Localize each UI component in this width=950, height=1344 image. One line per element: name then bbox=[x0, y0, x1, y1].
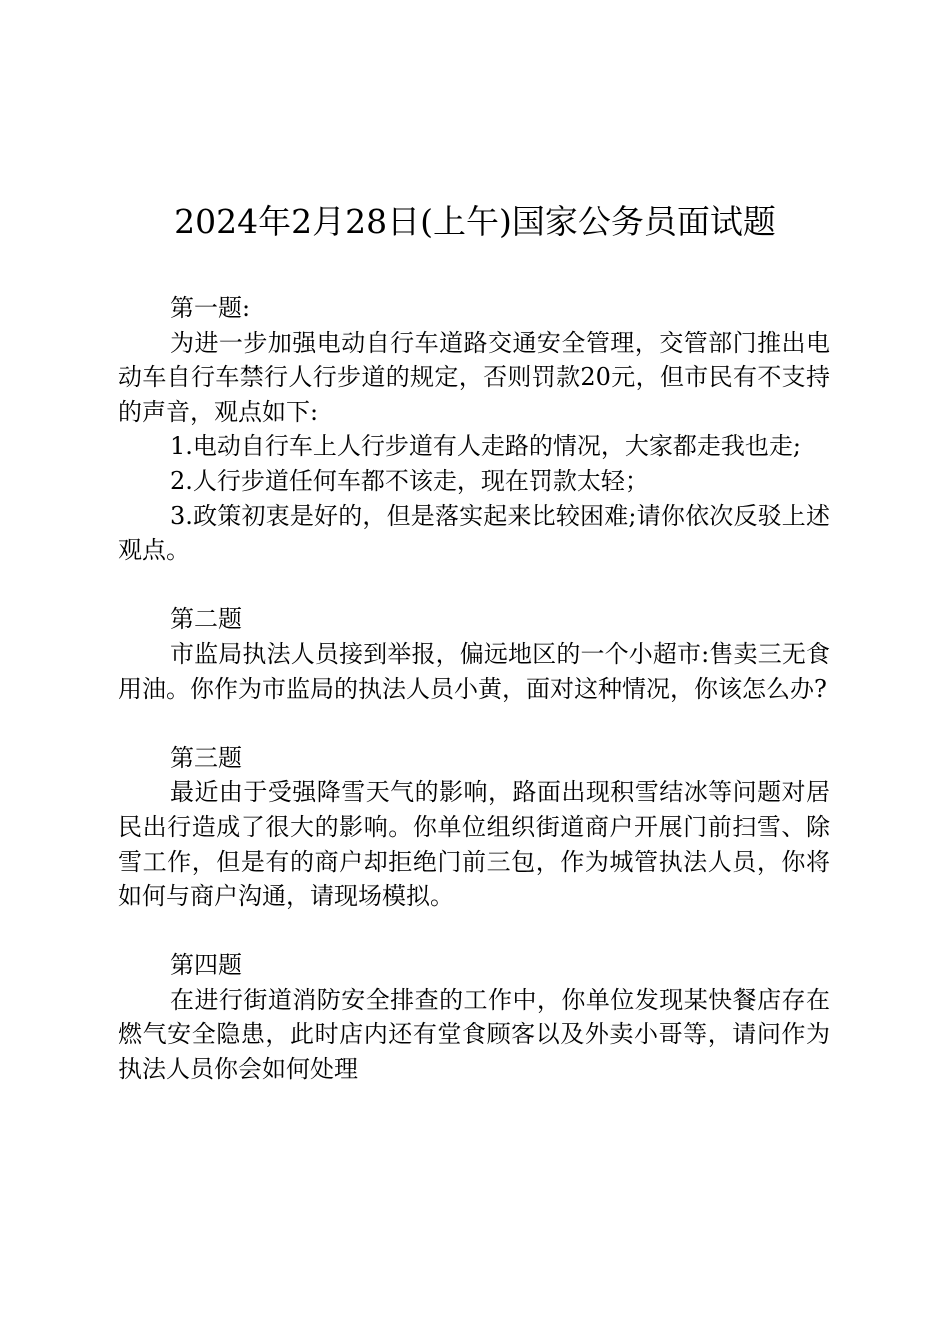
question-1 bbox=[118, 291, 830, 568]
document-body bbox=[118, 291, 830, 1087]
question-heading: 第二题 bbox=[170, 605, 242, 634]
question-paragraph: 2.人行步道任何车都不该走，现在罚款太轻； bbox=[170, 466, 649, 495]
document-title: 2024年2月28日(上午)国家公务员面试题 bbox=[174, 202, 776, 241]
question-paragraph: 最近由于受强降雪天气的影响，路面出现积雪结冰等问题对居民出行造成了很大的影响。你单位组织街道商户开展门前扫雪、除雪工作，但是有的商户却拒绝门前三包，作为城管执法人员，你将如何与商户沟通，请现场模拟。 bbox=[118, 778, 830, 911]
question-paragraph: 为进一步加强电动自行车道路交通安全管理，交管部门推出电动车自行车禁行人行步道的规定，否则罚款20元，但市民有不支持的声音，观点如下: bbox=[118, 328, 830, 426]
question-heading: 第一题: bbox=[170, 294, 251, 322]
question-paragraph: 在进行街道消防安全排查的工作中，你单位发现某快餐店存在燃气安全隐患，此时店内还有堂食顾客以及外卖小哥等，请问作为执法人员你会如何处理 bbox=[118, 985, 830, 1084]
question-heading: 第四题 bbox=[170, 951, 242, 980]
question-paragraph: 1.电动自行车上人行步道有人走路的情况，大家都走我也走; bbox=[170, 432, 801, 461]
question-paragraph: 3.政策初衷是好的，但是落实起来比较困难;请你依次反驳上述观点。 bbox=[118, 501, 830, 565]
question-heading: 第三题 bbox=[170, 743, 242, 772]
question-4 bbox=[118, 948, 830, 1086]
question-paragraph: 市监局执法人员接到举报，偏远地区的一个小超市:售卖三无食用油。你作为市监局的执法人员小黄，面对这种情况，你该怎么办? bbox=[118, 639, 830, 703]
question-3 bbox=[118, 741, 830, 914]
question-2 bbox=[118, 602, 830, 706]
